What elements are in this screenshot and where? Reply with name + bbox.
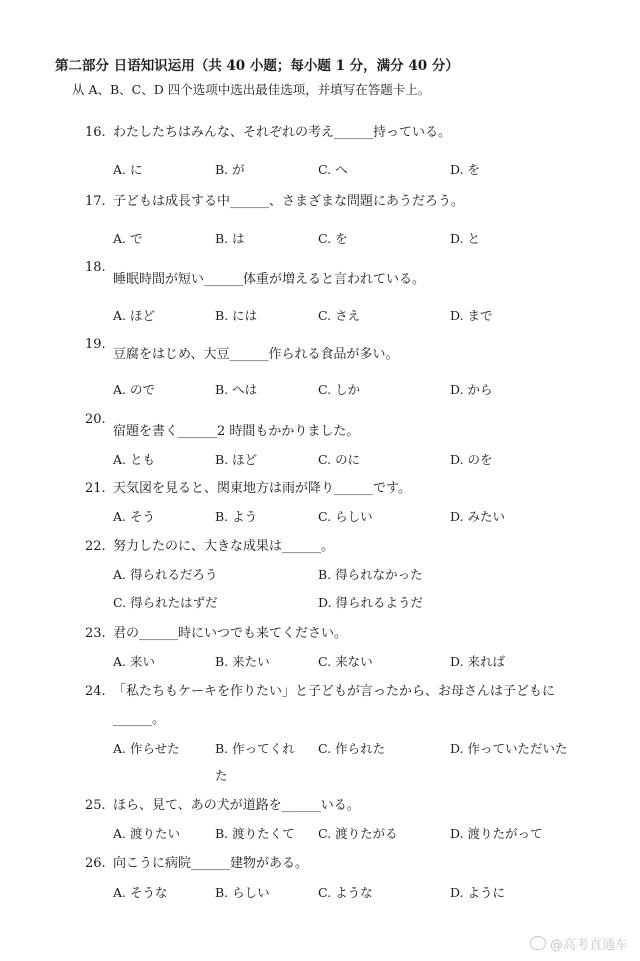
option-d: D. ように: [450, 885, 506, 900]
option-b: B. には: [215, 308, 258, 323]
option-d: D. 得られるようだ: [318, 595, 424, 610]
option-c: C. 得られたはずだ: [113, 595, 218, 610]
question-text: 努力したのに、大きな成果は______。: [113, 539, 335, 554]
question-number: 20.: [85, 412, 106, 427]
option-c: C. を: [318, 231, 348, 246]
option-a: A. 得られるだろう: [113, 567, 218, 582]
option-c: C. のに: [318, 452, 361, 467]
option-d: D. を: [450, 162, 481, 177]
question-text: 子どもは成長する中______、さまざまな問題にあうだろう。: [113, 194, 465, 209]
question-text: わたしたちはみんな、それぞれの考え______持っている。: [113, 125, 452, 140]
option-c: C. らしい: [318, 509, 373, 524]
watermark: [530, 934, 628, 953]
option-a: A. そう: [113, 509, 155, 524]
question-text-continued: ______。: [113, 712, 166, 727]
option-a: A. そうな: [113, 885, 168, 900]
option-d: D. 作っていただいた: [450, 741, 568, 756]
question-text: 向こうに病院______建物がある。: [113, 856, 309, 871]
option-d: D. と: [450, 231, 481, 246]
option-d: D. まで: [450, 308, 493, 323]
option-a: A. に: [113, 162, 143, 177]
question-number: 25.: [85, 798, 106, 813]
option-b: B. 作ってくれ: [215, 741, 295, 756]
question-number: 18.: [85, 260, 106, 275]
option-b: B. よう: [215, 509, 258, 524]
question-text: 「私たちもケーキを作りたい」と子どもが言ったから、お母さんは子どもに: [113, 684, 556, 699]
option-b: B. 得られなかった: [318, 567, 423, 582]
question-text: 宿題を書く______2 時間もかかりました。: [113, 424, 360, 439]
option-b-wrap: た: [215, 768, 228, 783]
option-c: C. 来ない: [318, 654, 373, 669]
option-a: A. 来い: [113, 654, 155, 669]
option-a: A. 作らせた: [113, 741, 180, 756]
option-a: A. ので: [113, 382, 155, 397]
option-c: C. ような: [318, 885, 373, 900]
option-a: A. で: [113, 231, 143, 246]
weibo-icon: [530, 936, 546, 950]
option-c: C. 渡りたがる: [318, 826, 398, 841]
option-b: B. へは: [215, 382, 258, 397]
option-b: B. 来たい: [215, 654, 270, 669]
question-text: ほら、見て、あの犬が道路を______いる。: [113, 798, 360, 813]
question-number: 23.: [85, 626, 106, 641]
question-text: 天気図を見ると、関東地方は雨が降り______です。: [113, 481, 411, 496]
option-b: B. ほど: [215, 452, 258, 467]
option-d: D. のを: [450, 452, 493, 467]
option-d: D. 渡りたがって: [450, 826, 543, 841]
option-d: D. から: [450, 382, 493, 397]
option-b: B. が: [215, 162, 245, 177]
question-number: 16.: [85, 125, 106, 140]
question-number: 21.: [85, 481, 106, 496]
option-b: B. は: [215, 231, 245, 246]
option-c: C. さえ: [318, 308, 361, 323]
question-number: 19.: [85, 337, 106, 352]
option-c: C. 作られた: [318, 741, 386, 756]
option-b: B. 渡りたくて: [215, 826, 295, 841]
question-number: 17.: [85, 194, 106, 209]
watermark-text: @高考直通车: [549, 938, 628, 953]
question-number: 26.: [85, 856, 106, 871]
option-b: B. らしい: [215, 885, 270, 900]
section-title: 第二部分 日语知识运用（共 40 小题；每小题 1 分，满分 40 分）: [55, 58, 459, 74]
option-d: D. みたい: [450, 509, 506, 524]
option-c: C. へ: [318, 162, 348, 177]
question-number: 24.: [85, 684, 106, 699]
section-instruction: 从 A、B、C、D 四个选项中选出最佳选项，并填写在答题卡上。: [72, 82, 431, 97]
option-d: D. 来れば: [450, 654, 506, 669]
question-text: 豆腐をはじめ、大豆______作られる食品が多い。: [113, 347, 399, 362]
option-a: A. とも: [113, 452, 155, 467]
option-c: C. しか: [318, 382, 361, 397]
option-a: A. ほど: [113, 308, 155, 323]
question-number: 22.: [85, 539, 106, 554]
option-a: A. 渡りたい: [113, 826, 180, 841]
question-text: 君の______時にいつでも来てください。: [113, 626, 348, 641]
question-text: 睡眠時間が短い______体重が増えると言われている。: [113, 272, 426, 287]
